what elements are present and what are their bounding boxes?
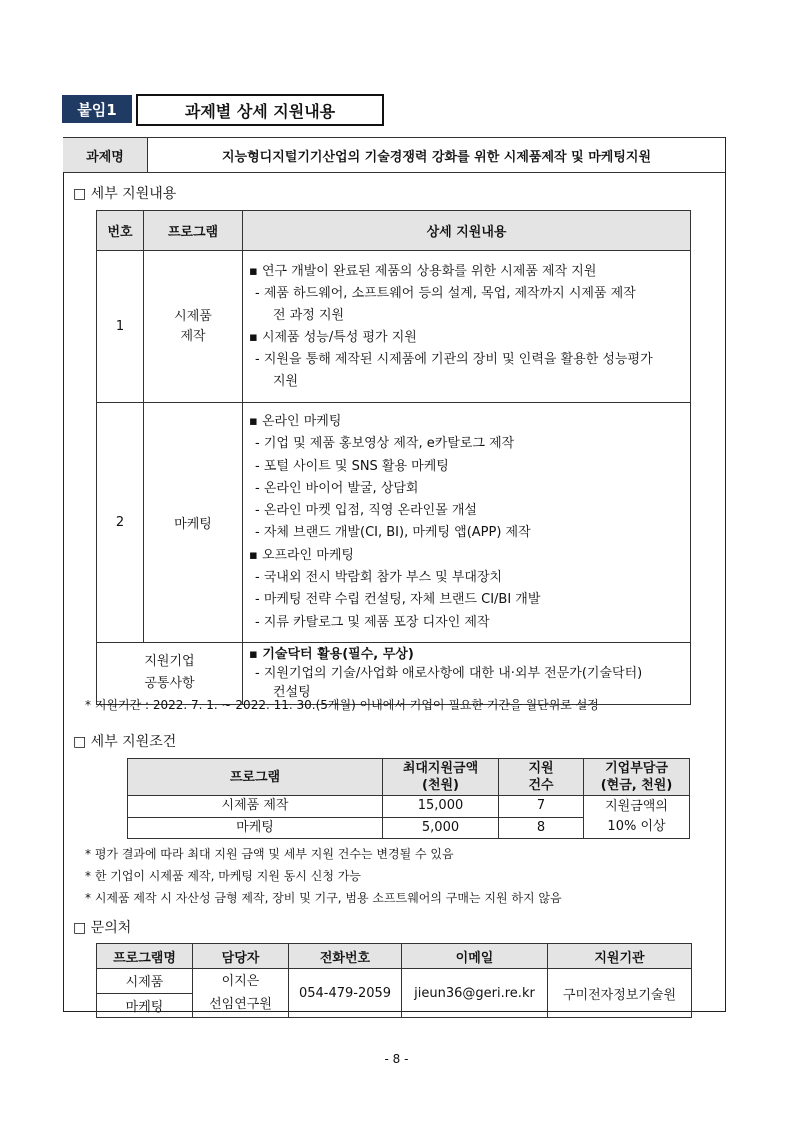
cond-col-count (499, 759, 584, 796)
row1-no: 1 (97, 251, 144, 403)
contact-person-name: 이지은 (221, 974, 260, 989)
row1-line: - 지원을 통해 제작된 시제품에 기관의 장비 및 인력을 활용한 성능평가 (255, 351, 653, 367)
contact-col-phone: 전화번호 (289, 944, 402, 969)
row2-line: - 국내외 전시 박람회 참가 부스 및 부대장치 (255, 570, 503, 586)
task-value: 지능형디지털기기산업의 기술경쟁력 강화를 위한 시제품제작 및 마케팅지원 (148, 138, 726, 173)
row1-line: ▪ 연구 개발이 완료된 제품의 상용화를 위한 시제품 제작 지원 (249, 263, 597, 279)
row2-line: ▪ 오프라인 마케팅 (249, 547, 354, 563)
contact-col-email: 이메일 (402, 944, 548, 969)
section-detail-heading: □ 세부 지원내용 (73, 186, 177, 202)
detail-table (96, 210, 691, 705)
note-item: * 시제품 제작 시 자산성 금형 제작, 장비 및 기구, 범용 소프트웨어의 구매는 지원 하지 않음 (85, 891, 562, 905)
note-item: * 평가 결과에 따라 최대 지원 금액 및 세부 지원 건수는 변경될 수 있음 (85, 847, 454, 861)
cond-r2-max: 5,000 (383, 817, 499, 839)
row3-line: ▪ 기술닥터 활용(필수, 무상) (249, 646, 414, 662)
cond-r2-count: 8 (499, 817, 584, 839)
cond-col-share (584, 759, 690, 796)
row2-no: 2 (97, 403, 144, 643)
cond-col-max-line2: (천원) (422, 778, 459, 793)
section-contact-heading: □ 문의처 (73, 920, 132, 936)
row1-line: - 제품 하드웨어, 소프트웨어 등의 설계, 목업, 제작까지 시제품 제작 (255, 285, 636, 301)
appendix-badge: 붙임1 (62, 95, 132, 123)
section-condition-heading: □ 세부 지원조건 (73, 734, 177, 750)
row1-program (144, 251, 243, 403)
row1-line: 지원 (273, 373, 299, 389)
cond-col-share-line2: (현금, 천원) (600, 778, 673, 793)
cond-col-count-line1: 지원 (528, 761, 554, 776)
page-number: - 8 - (384, 1052, 409, 1066)
row1-detail (243, 251, 691, 403)
row1-line: ▪ 시제품 성능/특성 평가 지원 (249, 329, 417, 345)
row3-line: 컨설팅 (273, 684, 311, 700)
contact-org: 구미전자정보기술원 (548, 969, 692, 1018)
row2-detail (243, 403, 691, 643)
cond-col-share-line1: 기업부담금 (605, 761, 668, 776)
cond-share-line1: 지원금액의 (605, 799, 668, 814)
cond-share-line2: 10% 이상 (607, 819, 666, 834)
cond-r1-max: 15,000 (383, 796, 499, 818)
row3-program-line1: 지원기업 (144, 654, 195, 670)
contact-program-2: 마케팅 (97, 993, 193, 1018)
task-table (63, 137, 725, 173)
row2-line: - 마케팅 전략 수립 컨설팅, 자체 브랜드 CI/BI 개발 (255, 592, 541, 608)
row2-line: - 자체 브랜드 개발(CI, BI), 마케팅 앱(APP) 제작 (255, 525, 531, 541)
row2-line: - 지류 카탈로그 및 제품 포장 디자인 제작 (255, 614, 490, 630)
contact-table (96, 943, 692, 1018)
row2-line: ▪ 온라인 마케팅 (249, 414, 342, 429)
row2-line: - 온라인 바이어 발굴, 상담회 (255, 480, 419, 496)
contact-col-org: 지원기관 (548, 944, 692, 969)
cond-r2-program: 마케팅 (128, 817, 383, 839)
cond-share (584, 796, 690, 839)
condition-notes (85, 843, 562, 909)
condition-table (127, 758, 690, 839)
cond-col-max (383, 759, 499, 796)
contact-program-1: 시제품 (97, 969, 193, 994)
cond-r1-program: 시제품 제작 (128, 796, 383, 818)
contact-phone: 054-479-2059 (289, 969, 402, 1018)
col-detail: 상세 지원내용 (243, 211, 691, 251)
row3-program-line2: 공통사항 (144, 676, 195, 692)
cond-col-max-line1: 최대지원금액 (402, 761, 479, 776)
cond-col-count-line2: 건수 (528, 778, 554, 793)
row2-line: - 포털 사이트 및 SNS 활용 마케팅 (255, 458, 449, 474)
contact-person-title: 선임연구원 (209, 997, 272, 1012)
row3-line: - 지원기업의 기술/사업화 애로사항에 대한 내·외부 전문가(기술닥터) (255, 665, 643, 681)
row1-program-line2: 제작 (180, 328, 206, 344)
cond-col-program: 프로그램 (128, 759, 383, 796)
row1-program-line1: 시제품 (174, 308, 212, 324)
cond-r1-count: 7 (499, 796, 584, 818)
row2-line: - 온라인 마켓 입점, 직영 온라인몰 개설 (255, 503, 477, 519)
contact-col-program: 프로그램명 (97, 944, 193, 969)
task-label: 과제명 (63, 138, 148, 173)
page-title: 과제별 상세 지원내용 (136, 94, 384, 126)
contact-person (193, 969, 289, 1018)
note-item: * 한 기업이 시제품 제작, 마케팅 지원 동시 신청 가능 (85, 869, 361, 883)
col-program: 프로그램 (144, 211, 243, 251)
col-no: 번호 (97, 211, 144, 251)
contact-email: jieun36@geri.re.kr (402, 969, 548, 1018)
row2-program: 마케팅 (144, 403, 243, 643)
contact-col-person: 담당자 (193, 944, 289, 969)
row1-line: 전 과정 지원 (273, 307, 345, 323)
row2-line: - 기업 및 제품 홍보영상 제작, e카탈로그 제작 (255, 436, 515, 452)
period-note: * 지원기간 : 2022. 7. 1. ~ 2022. 11. 30.(5개월) 이내에서 기업이 필요한 기간을 월단위로 설정 (85, 698, 599, 712)
